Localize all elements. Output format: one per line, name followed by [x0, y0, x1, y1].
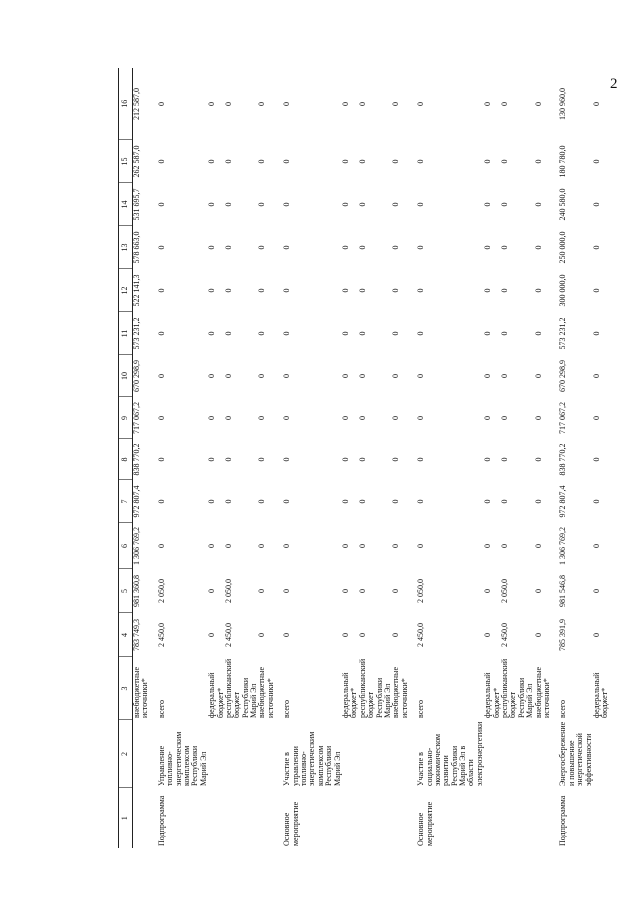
value-cell: 130 960,0 [558, 88, 568, 120]
value-cell: 0 [257, 102, 267, 106]
value-cell: 2 450,0 [416, 623, 426, 647]
value-cell: 0 [533, 159, 543, 164]
column-header-12: 12 [119, 269, 133, 312]
value-cell: 0 [156, 245, 166, 250]
value-cell: 0 [416, 102, 426, 106]
value-cell: 0 [340, 633, 350, 637]
value-cell: 0 [223, 374, 233, 378]
value-cell: 0 [500, 102, 510, 106]
value-cell: 0 [340, 499, 350, 504]
value-cell: 573 231,2 [132, 317, 141, 350]
row-type-cell [359, 788, 393, 848]
value-cell: 0 [207, 457, 217, 462]
row-type-cell [484, 788, 501, 848]
value-cell: 0 [500, 245, 510, 250]
funding-source-cell: всего [558, 699, 568, 718]
value-cell: 0 [156, 159, 166, 164]
row-type-cell [593, 788, 610, 848]
column-header-5: 5 [119, 569, 133, 613]
column-header-11: 11 [119, 312, 133, 355]
value-cell: 2 450,0 [156, 623, 166, 647]
table-row [225, 68, 259, 848]
value-cell: 0 [282, 544, 292, 548]
value-cell: 0 [533, 416, 543, 420]
value-cell: 0 [156, 202, 166, 207]
value-cell: 2 450,0 [500, 623, 510, 647]
column-header-9: 9 [119, 397, 133, 439]
value-cell: 0 [483, 544, 493, 548]
row-name-cell [359, 720, 393, 788]
value-cell: 0 [416, 331, 426, 336]
value-cell: 0 [257, 589, 267, 593]
value-cell: 1 306 769,2 [132, 527, 141, 565]
value-cell: 240 580,0 [558, 188, 568, 221]
value-cell: 0 [257, 457, 267, 462]
row-name-cell [484, 720, 501, 788]
value-cell: 0 [357, 374, 367, 378]
value-cell: 0 [207, 288, 217, 293]
value-cell: 0 [357, 416, 367, 420]
row-type-cell [133, 788, 150, 848]
value-cell: 785 391,9 [558, 619, 568, 651]
value-cell: 0 [591, 102, 601, 106]
value-cell: 0 [416, 202, 426, 207]
value-cell: 783 749,3 [132, 619, 141, 651]
column-header-8: 8 [119, 439, 133, 480]
value-cell: 0 [483, 374, 493, 378]
value-cell: 0 [156, 102, 166, 106]
row-name-cell: Энергосбережение и повышение энергетической эффективности [558, 721, 593, 786]
value-cell: 0 [207, 499, 217, 504]
value-cell: 972 807,4 [558, 485, 568, 518]
value-cell: 670 298,9 [132, 360, 141, 392]
funding-source-cell: всего [416, 699, 426, 718]
value-cell: 0 [282, 457, 292, 462]
value-cell: 0 [357, 288, 367, 293]
row-type-cell: Основное мероприятие [282, 801, 300, 846]
row-name-cell: Участие в управлении топливно-энергетическим комплексом Республики Марий Эл [282, 731, 342, 786]
row-type-cell [392, 788, 409, 848]
value-cell: 0 [257, 416, 267, 420]
funding-source-cell: всего [156, 699, 166, 718]
value-cell: 0 [416, 499, 426, 504]
value-cell: 0 [340, 589, 350, 593]
value-cell: 0 [357, 159, 367, 164]
value-cell: 0 [223, 544, 233, 548]
value-cell: 0 [591, 159, 601, 164]
value-cell: 0 [257, 499, 267, 504]
value-cell: 0 [340, 102, 350, 106]
value-cell: 0 [282, 159, 292, 164]
value-cell: 0 [257, 288, 267, 293]
row-name-cell [258, 720, 275, 788]
row-name-cell [133, 720, 150, 788]
value-cell: 0 [282, 102, 292, 106]
value-cell: 0 [357, 245, 367, 250]
column-header-16: 16 [119, 68, 133, 140]
value-cell: 0 [500, 288, 510, 293]
value-cell: 0 [591, 202, 601, 207]
value-cell: 0 [500, 331, 510, 336]
value-cell: 0 [282, 499, 292, 504]
value-cell: 578 663,0 [132, 231, 141, 264]
value-cell: 0 [483, 159, 493, 164]
value-cell: 0 [156, 374, 166, 378]
value-cell: 0 [282, 245, 292, 250]
value-cell: 0 [340, 245, 350, 250]
row-name-cell [535, 720, 552, 788]
value-cell: 0 [223, 331, 233, 336]
value-cell: 212 587,0 [132, 88, 141, 120]
value-cell: 531 695,7 [132, 188, 141, 221]
column-header-15: 15 [119, 140, 133, 183]
table-row [133, 68, 150, 848]
funding-source-cell: республиканский бюджет Республики Марий Эл [357, 658, 392, 718]
funding-source-cell: внебюджетные источники* [257, 667, 275, 718]
value-cell: 0 [207, 102, 217, 106]
table-header-row [119, 68, 133, 848]
value-cell: 0 [357, 202, 367, 207]
column-header-7: 7 [119, 480, 133, 523]
value-cell: 0 [483, 457, 493, 462]
value-cell: 250 000,0 [558, 231, 568, 264]
value-cell: 0 [223, 457, 233, 462]
value-cell: 0 [282, 202, 292, 207]
value-cell: 573 231,2 [558, 317, 568, 350]
funding-source-cell: республиканский бюджет Республики Марий Эл [500, 658, 535, 718]
row-type-cell: Основное мероприятие [416, 801, 434, 846]
rotated-page-content [118, 88, 610, 848]
value-cell: 0 [340, 159, 350, 164]
value-cell: 0 [533, 102, 543, 106]
value-cell: 0 [416, 245, 426, 250]
value-cell: 838 770,2 [558, 443, 568, 476]
value-cell: 0 [156, 457, 166, 462]
row-type-cell: Подпрограмма [558, 795, 568, 846]
value-cell: 2 050,0 [156, 579, 166, 603]
row-type-cell [258, 788, 275, 848]
table-body [133, 68, 610, 848]
value-cell: 300 000,0 [558, 274, 568, 307]
table-row [501, 68, 535, 848]
table-row [484, 68, 501, 848]
value-cell: 0 [391, 331, 401, 336]
financing-table [118, 68, 610, 848]
value-cell: 0 [483, 633, 493, 637]
value-cell: 2 050,0 [416, 579, 426, 603]
value-cell: 2 050,0 [500, 579, 510, 603]
value-cell: 0 [533, 288, 543, 293]
value-cell: 180 780,0 [558, 145, 568, 178]
value-cell: 0 [391, 544, 401, 548]
value-cell: 0 [591, 374, 601, 378]
value-cell: 0 [416, 457, 426, 462]
table-row [342, 68, 359, 848]
row-name-cell [392, 720, 409, 788]
value-cell: 0 [207, 331, 217, 336]
value-cell: 0 [391, 499, 401, 504]
value-cell: 0 [223, 245, 233, 250]
value-cell: 0 [500, 374, 510, 378]
value-cell: 0 [156, 499, 166, 504]
value-cell: 0 [483, 331, 493, 336]
value-cell: 0 [391, 457, 401, 462]
value-cell: 0 [207, 159, 217, 164]
value-cell: 0 [391, 589, 401, 593]
value-cell: 0 [500, 202, 510, 207]
value-cell: 717 067,2 [132, 402, 141, 434]
value-cell: 0 [357, 589, 367, 593]
table-row [258, 68, 275, 848]
value-cell: 0 [156, 331, 166, 336]
value-cell: 0 [207, 416, 217, 420]
value-cell: 0 [257, 202, 267, 207]
value-cell: 972 807,4 [132, 485, 141, 518]
value-cell: 0 [500, 416, 510, 420]
funding-source-cell: республиканский бюджет Республики Марий Эл [223, 658, 259, 718]
value-cell: 0 [223, 159, 233, 164]
value-cell: 0 [207, 589, 217, 593]
value-cell: 0 [340, 374, 350, 378]
column-header-4: 4 [119, 613, 133, 657]
value-cell: 0 [391, 288, 401, 293]
value-cell: 0 [257, 245, 267, 250]
value-cell: 0 [483, 288, 493, 293]
value-cell: 0 [207, 202, 217, 207]
value-cell: 0 [391, 159, 401, 164]
value-cell: 0 [483, 102, 493, 106]
value-cell: 0 [357, 102, 367, 106]
value-cell: 0 [223, 288, 233, 293]
table-row [359, 68, 393, 848]
value-cell: 0 [483, 589, 493, 593]
value-cell: 0 [483, 202, 493, 207]
value-cell: 0 [591, 331, 601, 336]
row-name-cell: Участие в социально-экономическом развитии Республики Марий Эл в области электроэнергетики [416, 721, 484, 786]
row-type-cell [342, 788, 359, 848]
value-cell: 262 587,0 [132, 145, 141, 178]
row-type-cell [535, 788, 552, 848]
value-cell: 981 546,8 [558, 575, 568, 607]
value-cell: 0 [340, 416, 350, 420]
value-cell: 1 306 769,2 [558, 527, 568, 565]
value-cell: 0 [500, 499, 510, 504]
value-cell: 0 [282, 374, 292, 378]
value-cell: 0 [340, 457, 350, 462]
row-name-cell: Управление топливно-энергетическим комплексом Республики Марий Эл [156, 731, 208, 786]
value-cell: 0 [156, 288, 166, 293]
column-header-14: 14 [119, 183, 133, 226]
value-cell: 0 [591, 288, 601, 293]
value-cell: 0 [207, 374, 217, 378]
row-name-cell [342, 720, 359, 788]
value-cell: 0 [500, 544, 510, 548]
value-cell: 0 [156, 544, 166, 548]
value-cell: 2 450,0 [223, 623, 233, 647]
value-cell: 0 [533, 331, 543, 336]
table-row [535, 68, 552, 848]
value-cell: 838 770,2 [132, 443, 141, 476]
row-name-cell [225, 720, 259, 788]
table-row [275, 68, 342, 848]
row-type-cell [208, 788, 225, 848]
value-cell: 0 [282, 416, 292, 420]
funding-source-cell: внебюджетные источники* [533, 667, 551, 718]
table-row [551, 68, 593, 848]
value-cell: 0 [257, 374, 267, 378]
column-header-10: 10 [119, 355, 133, 397]
value-cell: 0 [483, 245, 493, 250]
value-cell: 0 [340, 544, 350, 548]
value-cell: 0 [416, 288, 426, 293]
table-row [208, 68, 225, 848]
value-cell: 0 [533, 589, 543, 593]
value-cell: 0 [483, 499, 493, 504]
funding-source-cell: федеральный бюджет* [207, 672, 225, 718]
value-cell: 0 [223, 102, 233, 106]
value-cell: 717 067,2 [558, 402, 568, 434]
table-row [150, 68, 208, 848]
value-cell: 0 [207, 544, 217, 548]
funding-source-cell: федеральный бюджет* [591, 672, 610, 718]
value-cell: 0 [207, 633, 217, 637]
value-cell: 0 [257, 159, 267, 164]
value-cell: 0 [357, 331, 367, 336]
value-cell: 0 [282, 633, 292, 637]
funding-source-cell: федеральный бюджет* [483, 672, 501, 718]
table-row [409, 68, 484, 848]
value-cell: 0 [591, 457, 601, 462]
value-cell: 0 [533, 633, 543, 637]
column-header-6: 6 [119, 523, 133, 569]
row-name-cell [501, 720, 535, 788]
value-cell: 0 [391, 416, 401, 420]
value-cell: 0 [500, 457, 510, 462]
value-cell: 0 [416, 544, 426, 548]
row-type-cell: Подпрограмма [156, 795, 166, 846]
value-cell: 0 [416, 374, 426, 378]
value-cell: 0 [357, 544, 367, 548]
value-cell: 0 [340, 202, 350, 207]
value-cell: 0 [223, 202, 233, 207]
value-cell: 0 [533, 202, 543, 207]
value-cell: 670 298,9 [558, 360, 568, 392]
value-cell: 0 [591, 245, 601, 250]
value-cell: 0 [391, 374, 401, 378]
value-cell: 0 [357, 457, 367, 462]
value-cell: 0 [591, 589, 601, 593]
value-cell: 0 [533, 544, 543, 548]
funding-source-cell: внебюджетные источники* [391, 667, 409, 718]
value-cell: 0 [533, 457, 543, 462]
value-cell: 0 [591, 633, 601, 637]
funding-source-cell: всего [282, 699, 292, 718]
column-header-2: 2 [119, 720, 133, 788]
value-cell: 0 [591, 416, 601, 420]
column-header-13: 13 [119, 226, 133, 269]
value-cell: 0 [257, 331, 267, 336]
value-cell: 522 141,3 [132, 274, 141, 307]
value-cell: 0 [223, 416, 233, 420]
funding-source-cell: федеральный бюджет* [340, 672, 359, 718]
value-cell: 0 [483, 416, 493, 420]
value-cell: 0 [533, 374, 543, 378]
value-cell: 0 [500, 159, 510, 164]
value-cell: 0 [416, 159, 426, 164]
value-cell: 0 [340, 331, 350, 336]
row-name-cell [208, 720, 225, 788]
value-cell: 0 [591, 499, 601, 504]
value-cell: 0 [391, 245, 401, 250]
value-cell: 0 [282, 589, 292, 593]
value-cell: 0 [207, 245, 217, 250]
value-cell: 0 [533, 245, 543, 250]
page-number: 2 [610, 76, 618, 92]
row-type-cell [225, 788, 259, 848]
value-cell: 0 [223, 499, 233, 504]
row-name-cell [593, 720, 610, 788]
column-header-1: 1 [119, 788, 133, 848]
value-cell: 0 [357, 633, 367, 637]
value-cell: 0 [282, 288, 292, 293]
value-cell: 0 [391, 633, 401, 637]
value-cell: 0 [533, 499, 543, 504]
funding-source-cell: внебюджетные источники* [132, 667, 150, 718]
value-cell: 0 [391, 102, 401, 106]
value-cell: 0 [357, 499, 367, 504]
value-cell: 0 [282, 331, 292, 336]
column-header-3: 3 [119, 657, 133, 720]
value-cell: 0 [257, 544, 267, 548]
row-type-cell [501, 788, 535, 848]
value-cell: 0 [591, 544, 601, 548]
value-cell: 0 [340, 288, 350, 293]
table-row [593, 68, 610, 848]
value-cell: 981 360,8 [132, 575, 141, 607]
value-cell: 2 050,0 [223, 579, 233, 603]
table-row [392, 68, 409, 848]
value-cell: 0 [391, 202, 401, 207]
value-cell: 0 [257, 633, 267, 637]
value-cell: 0 [416, 416, 426, 420]
value-cell: 0 [156, 416, 166, 420]
